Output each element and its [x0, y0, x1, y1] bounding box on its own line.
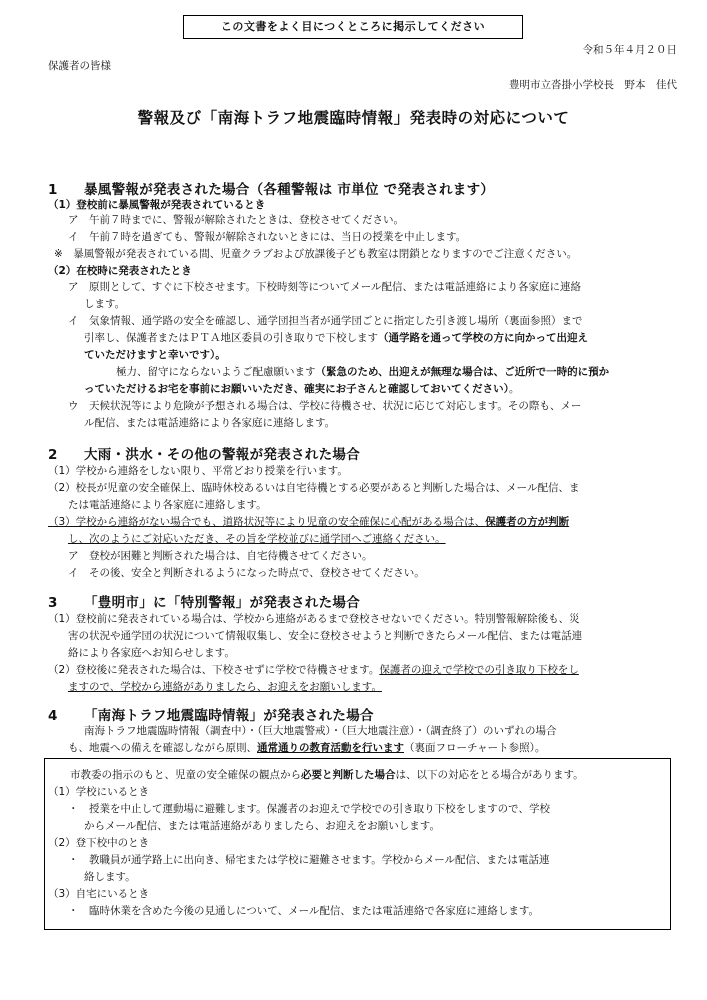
section-4-heading — [48, 704, 374, 724]
text-line: 害の状況や通学団の状況について情報収集し、安全に登校させようと判断できたらメール配信、または電話連 — [68, 630, 583, 642]
text-span-bold: （緊急のため、出迎えが無理な場合は、ご近所で一時的に預か — [315, 366, 610, 378]
text-line — [84, 382, 519, 396]
text-line: （3）自宅にいるとき — [48, 888, 150, 900]
text-span-bold: 必要と判断した場合 — [301, 769, 396, 781]
section-title: 「南海トラフ地震臨時情報」が発表された場合 — [84, 708, 374, 724]
text-span-bold: （通学路を通って学校の方に向かって出迎え — [378, 332, 588, 344]
section-title: 大雨・洪水・その他の警報が発表された場合 — [84, 447, 360, 463]
text-line: からメール配信、または電話連絡がありましたら、お迎えをお願いします。 — [84, 820, 440, 832]
page-title: 警報及び「南海トラフ地震臨時情報」発表時の対応について — [137, 109, 570, 127]
text-line: イ 午前７時を過ぎても、警報が解除されないときには、当日の授業を中止します。 — [68, 231, 467, 243]
text-line: （1）登校前に発表されている場合は、学校から連絡があるまで登校させないでください。特別警報解除後も、災 — [48, 613, 580, 625]
section-2-heading — [48, 443, 360, 463]
text-span-bold: っていただけるお宅を事前にお願いいただき、確実にお子さんと確認しておいてください） — [84, 383, 509, 395]
text-span: 引率し、保護者またはＰＴＡ地区委員の引き取りで下校します — [84, 332, 378, 344]
text-line: ル配信、または電話連絡により各家庭に連絡します。 — [84, 417, 336, 429]
text-line: ていただけますと幸いです）。 — [84, 349, 226, 361]
posting-notice: この文書をよく目につくところに掲示してください — [183, 15, 523, 39]
text-line: （2）登下校中のとき — [48, 837, 150, 849]
sender: 豊明市立沓掛小学校長 野本 佳代 — [509, 79, 677, 91]
text-span: も、地震への備えを確認しながら原則、 — [68, 742, 257, 754]
addressee: 保護者の皆様 — [48, 60, 111, 72]
text-span: （3）学校から連絡がない場合でも、道路状況等により児童の安全確保に心配がある場合は、 — [48, 516, 486, 528]
text-line: ア 原則として、すぐに下校させます。下校時刻等についてメール配信、または電話連絡により各家庭に連絡 — [68, 281, 582, 293]
text-line: （1）登校前に暴風警報が発表されているとき — [48, 199, 266, 211]
text-span-underlined: 保護者の迎えで学校での引き取り下校をし — [379, 664, 579, 676]
text-span-bold: 通常通りの教育活動を行います — [257, 742, 404, 754]
text-line: 絡します。 — [84, 871, 136, 883]
text-span: 。 — [508, 383, 520, 395]
section-3-heading — [48, 591, 360, 611]
text-line: 絡により各家庭へお知らせします。 — [68, 647, 235, 659]
section-number: 2 — [48, 447, 58, 463]
text-line: イ 気象情報、通学路の安全を確認し、通学団担当者が通学団ごとに指定した引き渡し場所（裏面参照）まで — [68, 315, 583, 327]
text-line: ア 登校が困難と判断された場合は、自宅待機させてください。 — [68, 550, 373, 562]
issue-date: 令和５年４月２０日 — [582, 44, 677, 56]
text-line: （1）学校にいるとき — [48, 786, 150, 798]
text-span: 市教委の指示のもと、児童の安全確保の観点から — [70, 769, 301, 781]
text-span: は、以下の対応をとる場合があります。 — [395, 769, 584, 781]
text-line: （2）在校時に発表されたとき — [48, 265, 192, 277]
text-line: ・ 臨時休業を含めた今後の見通しについて、メール配信、または電話連絡で各家庭に連絡します。 — [68, 905, 540, 917]
text-line — [68, 741, 545, 755]
text-line: たは電話連絡により各家庭に連絡します。 — [68, 499, 267, 511]
text-line: ・ 授業を中止して運動場に避難します。保護者のお迎えで学校での引き取り下校をしますので、学校 — [68, 803, 550, 815]
text-line — [70, 768, 584, 782]
section-title: 暴風警報が発表された場合（各種警報は 市単位 で発表されます） — [84, 182, 495, 198]
text-line: （2）校長が児童の安全確保上、臨時休校あるいは自宅待機とする必要があると判断した場合は、メール配信、ま — [48, 482, 580, 494]
text-span-bold: 保護者の方が判断 — [485, 516, 570, 528]
section-number: 4 — [48, 708, 58, 724]
text-line — [84, 331, 588, 345]
text-line: （1）学校から連絡をしない限り、平常どおり授業を行います。 — [48, 465, 348, 477]
text-line: ・ 教職員が通学路上に出向き、帰宅または学校に避難させます。学校からメール配信、または電話連 — [68, 854, 550, 866]
text-span: 極力、留守にならないようご配慮願います — [116, 366, 316, 378]
section-number: 3 — [48, 595, 58, 611]
text-line — [116, 365, 609, 379]
text-line: ア 午前７時までに、警報が解除されたときは、登校させてください。 — [68, 214, 404, 226]
text-line — [48, 515, 569, 529]
text-line: します。 — [84, 298, 126, 310]
text-line: ※ 暴風警報が発表されている間、児童クラブおよび放課後子ども教室は閉鎖となりますのでご注意ください。 — [54, 248, 578, 260]
section-number: 1 — [48, 182, 58, 198]
text-span: （裏面フローチャート参照）。 — [404, 742, 546, 754]
text-line — [48, 663, 579, 677]
text-line: し、次のようにご対応いただき、その旨を学校並びに通学団へご連絡ください。 — [68, 533, 446, 545]
text-line: ますので、学校から連絡がありましたら、お迎えをお願いします。 — [68, 681, 382, 693]
text-span: （2）登校後に発表された場合は、下校させずに学校で待機させます。 — [48, 664, 380, 676]
section-1-heading — [48, 178, 494, 198]
text-line: 南海トラフ地震臨時情報（調査中）・（巨大地震警戒）・（巨大地震注意）・（調査終了）のいずれの場合 — [84, 725, 557, 737]
section-title: 「豊明市」に「特別警報」が発表された場合 — [84, 595, 360, 611]
text-line: ウ 天候状況等により危険が予想される場合は、学校に待機させ、状況に応じて対応します。その際も、メー — [68, 400, 582, 412]
text-line: イ その後、安全と判断されるようになった時点で、登校させてください。 — [68, 567, 425, 579]
